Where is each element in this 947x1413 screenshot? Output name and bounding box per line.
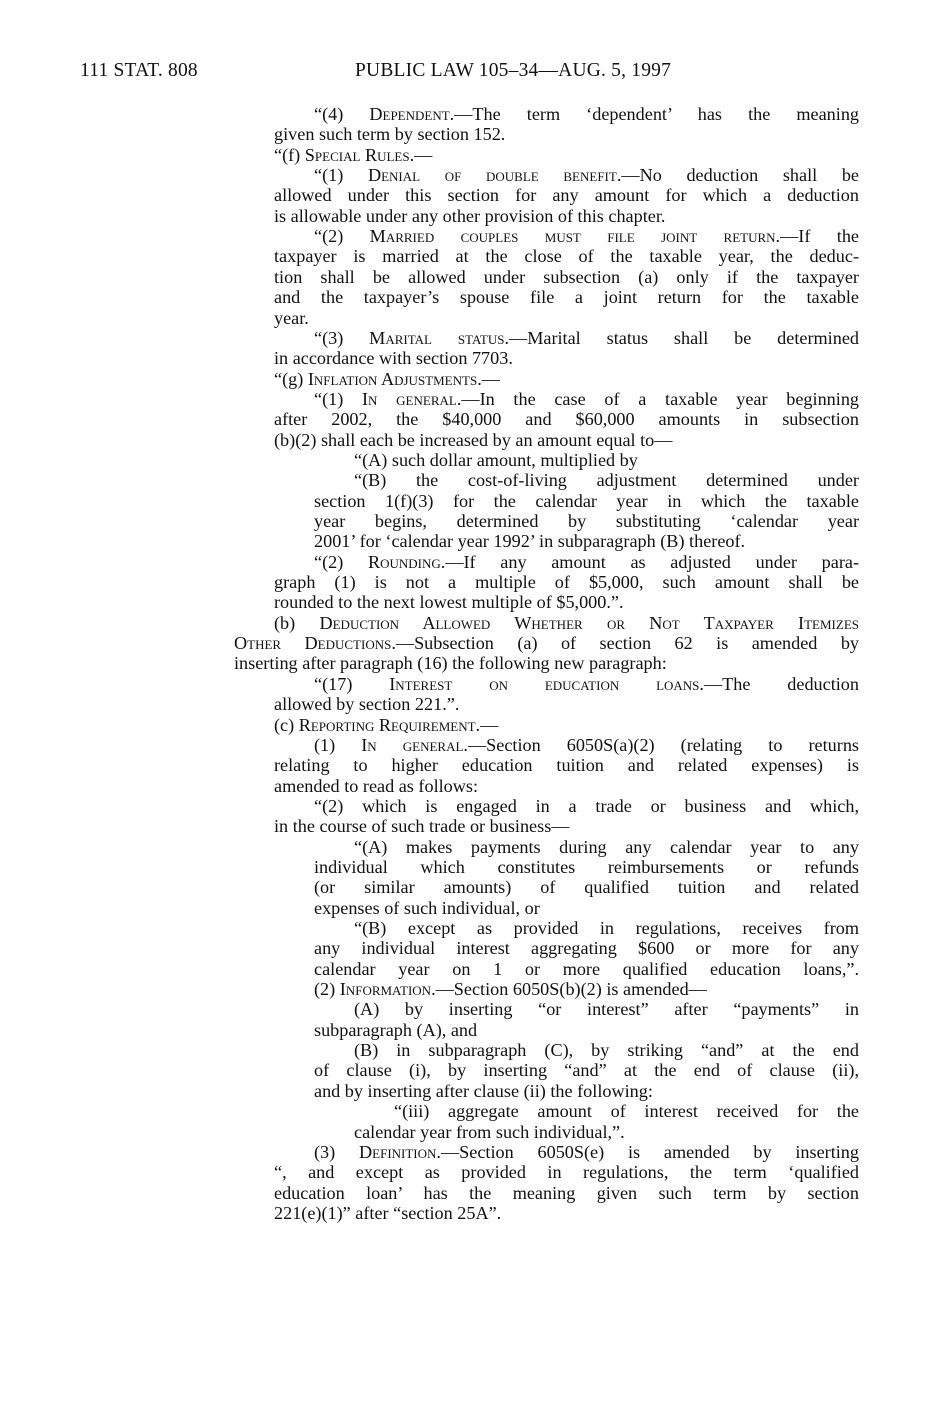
text-segment: subparagraph (A), and xyxy=(314,1020,478,1040)
heading-small-caps: Deduction Allowed Whether or Not Taxpayer Itemizes xyxy=(319,613,859,633)
text-line xyxy=(234,653,859,673)
text-segment: “, and except as provided in regulations, the term ‘qualified xyxy=(274,1162,859,1182)
text-line xyxy=(274,816,859,836)
text-line xyxy=(274,755,859,775)
text-segment: given such term by section 152. xyxy=(274,124,506,144)
text-line xyxy=(274,430,859,450)
text-line xyxy=(314,226,859,246)
text-line xyxy=(274,287,859,307)
text-line xyxy=(314,165,859,185)
text-segment: allowed under this section for any amount for which a deduction xyxy=(274,185,859,205)
text-line xyxy=(314,979,859,999)
text-line xyxy=(314,1142,859,1162)
heading-small-caps: Married couples must file joint return xyxy=(369,226,776,246)
text-segment: inserting after paragraph (16) the following new paragraph: xyxy=(234,653,667,673)
text-line xyxy=(274,572,859,592)
text-line xyxy=(314,959,859,979)
text-line xyxy=(274,206,859,226)
text-segment: .— xyxy=(409,145,433,165)
heading-small-caps: Inflation Adjustments xyxy=(307,369,478,389)
text-segment: and the taxpayer’s spouse file a joint return for the taxable xyxy=(274,287,859,307)
text-line xyxy=(274,776,859,796)
heading-small-caps: Denial of double benefit xyxy=(367,165,617,185)
text-line xyxy=(314,877,859,897)
text-line xyxy=(274,348,859,368)
text-line xyxy=(314,552,859,572)
text-line xyxy=(274,613,859,633)
text-segment: (b) xyxy=(274,613,320,633)
text-segment: “(2) xyxy=(314,552,368,572)
text-line xyxy=(274,145,859,165)
text-segment: in the course of such trade or business— xyxy=(274,816,570,836)
text-segment: .—In the case of a taxable year beginning xyxy=(456,389,860,409)
text-line xyxy=(354,470,859,490)
text-line xyxy=(354,918,859,938)
text-segment: graph (1) is not a multiple of $5,000, such amount shall be xyxy=(274,572,859,592)
text-line xyxy=(314,531,859,551)
text-segment: any individual interest aggregating $600 or more for any xyxy=(314,938,859,958)
text-segment: individual which constitutes reimbursements or refunds xyxy=(314,857,859,877)
text-line xyxy=(314,1060,859,1080)
text-segment: .—The term ‘dependent’ has the meaning xyxy=(449,104,860,124)
text-line xyxy=(274,715,859,735)
text-segment: amended to read as follows: xyxy=(274,776,479,796)
text-segment: allowed by section 221.”. xyxy=(274,694,460,714)
text-segment: (3) xyxy=(314,1142,360,1162)
text-line xyxy=(274,592,859,612)
text-segment: in accordance with section 7703. xyxy=(274,348,513,368)
text-segment: (c) xyxy=(274,715,299,735)
text-segment: .—If any amount as adjusted under para- xyxy=(440,552,860,572)
text-line xyxy=(274,267,859,287)
text-segment: tion shall be allowed under subsection (a) only if the taxpayer xyxy=(274,267,859,287)
text-segment: .—Marital status shall be determined xyxy=(504,328,859,348)
text-segment: 221(e)(1)” after “section 25A”. xyxy=(274,1203,502,1223)
text-segment: (1) xyxy=(314,735,362,755)
text-segment: .—The deduction xyxy=(699,674,859,694)
text-segment: (A) by inserting “or interest” after “payments” in xyxy=(354,999,859,1019)
text-line xyxy=(314,491,859,511)
text-segment: rounded to the next lowest multiple of $5,000.”. xyxy=(274,592,624,612)
text-line xyxy=(314,104,859,124)
text-segment: “(1) xyxy=(314,165,368,185)
text-segment: “(B) except as provided in regulations, receives from xyxy=(354,918,859,938)
text-segment: calendar year on 1 or more qualified education loans,”. xyxy=(314,959,859,979)
text-segment: and by inserting after clause (ii) the following: xyxy=(314,1081,653,1101)
heading-small-caps: Special Rules xyxy=(304,145,410,165)
text-segment: is allowable under any other provision of this chapter. xyxy=(274,206,666,226)
text-line xyxy=(274,246,859,266)
text-line xyxy=(314,898,859,918)
text-segment: “(2) which is engaged in a trade or business and which, xyxy=(314,796,859,816)
text-segment: .— xyxy=(475,715,499,735)
text-segment: (B) in subparagraph (C), by striking “and” at the end xyxy=(354,1040,859,1060)
text-segment: “(2) xyxy=(314,226,370,246)
text-segment: “(B) the cost-of-living adjustment determined under xyxy=(354,470,859,490)
text-segment: (b)(2) shall each be increased by an amount equal to— xyxy=(274,430,673,450)
page-number-header: 111 STAT. 808 xyxy=(80,60,198,81)
heading-small-caps: Information xyxy=(339,979,432,999)
text-segment: “(4) xyxy=(314,104,370,124)
text-segment: after 2002, the $40,000 and $60,000 amounts in subsection xyxy=(274,409,859,429)
text-line xyxy=(314,674,859,694)
text-segment: (or similar amounts) of qualified tuition and related xyxy=(314,877,859,897)
text-segment: taxpayer is married at the close of the taxable year, the deduc- xyxy=(274,246,859,266)
text-segment: (2) xyxy=(314,979,340,999)
text-line xyxy=(314,1020,859,1040)
text-line xyxy=(354,450,859,470)
text-segment: expenses of such individual, or xyxy=(314,898,540,918)
text-segment: .—No deduction shall be xyxy=(616,165,860,185)
heading-small-caps: Marital status xyxy=(369,328,505,348)
text-line xyxy=(274,1162,859,1182)
law-citation-header: PUBLIC LAW 105–34—AUG. 5, 1997 xyxy=(355,60,672,81)
text-line xyxy=(274,124,859,144)
text-segment: .—Subsection (a) of section 62 is amended by xyxy=(391,633,860,653)
text-segment: calendar year from such individual,”. xyxy=(354,1122,625,1142)
text-segment: .— xyxy=(477,369,500,389)
text-segment: education loan’ has the meaning given such term by section xyxy=(274,1183,859,1203)
text-segment: “(g) xyxy=(274,369,308,389)
text-line xyxy=(314,328,859,348)
heading-small-caps: Rounding xyxy=(367,552,441,572)
text-segment: “(A) makes payments during any calendar year to any xyxy=(354,837,859,857)
heading-small-caps: Other Deductions xyxy=(234,633,392,653)
text-line xyxy=(314,389,859,409)
text-segment: “(3) xyxy=(314,328,370,348)
text-line xyxy=(274,694,859,714)
text-segment: .—Section 6050S(e) is amended by inserting xyxy=(436,1142,859,1162)
text-segment: section 1(f)(3) for the calendar year in which the taxable xyxy=(314,491,859,511)
text-line xyxy=(274,185,859,205)
text-line xyxy=(274,308,859,328)
text-segment: “(f) xyxy=(274,145,305,165)
text-line xyxy=(234,633,859,653)
text-segment: .—If the xyxy=(775,226,859,246)
text-line xyxy=(314,857,859,877)
heading-small-caps: Definition xyxy=(359,1142,437,1162)
heading-small-caps: In general xyxy=(362,389,457,409)
text-line xyxy=(314,735,859,755)
text-segment: “(A) such dollar amount, multiplied by xyxy=(354,450,638,470)
text-segment: “(17) xyxy=(314,674,390,694)
text-line xyxy=(354,1040,859,1060)
text-segment: year. xyxy=(274,308,309,328)
heading-small-caps: In general xyxy=(361,735,464,755)
text-line xyxy=(314,938,859,958)
text-segment: .—Section 6050S(a)(2) (relating to returns xyxy=(463,735,859,755)
text-segment: of clause (i), by inserting “and” at the end of clause (ii), xyxy=(314,1060,859,1080)
text-line xyxy=(314,796,859,816)
text-segment: relating to higher education tuition and related expenses) is xyxy=(274,755,859,775)
heading-small-caps: Reporting Requirement xyxy=(298,715,476,735)
text-line xyxy=(354,999,859,1019)
text-segment: “(iii) aggregate amount of interest received for the xyxy=(394,1101,859,1121)
text-line xyxy=(314,511,859,531)
text-segment: year begins, determined by substituting ‘calendar year xyxy=(314,511,859,531)
heading-small-caps: Interest on education loans xyxy=(389,674,700,694)
text-line xyxy=(354,1122,859,1142)
text-line xyxy=(274,1183,859,1203)
text-line xyxy=(354,837,859,857)
text-line xyxy=(274,1203,859,1223)
text-segment: “(1) xyxy=(314,389,362,409)
text-line xyxy=(314,1081,859,1101)
text-line xyxy=(274,369,859,389)
text-line xyxy=(394,1101,859,1121)
text-segment: .—Section 6050S(b)(2) is amended— xyxy=(431,979,707,999)
text-line xyxy=(274,409,859,429)
heading-small-caps: Dependent xyxy=(369,104,450,124)
text-segment: 2001’ for ‘calendar year 1992’ in subparagraph (B) thereof. xyxy=(314,531,746,551)
